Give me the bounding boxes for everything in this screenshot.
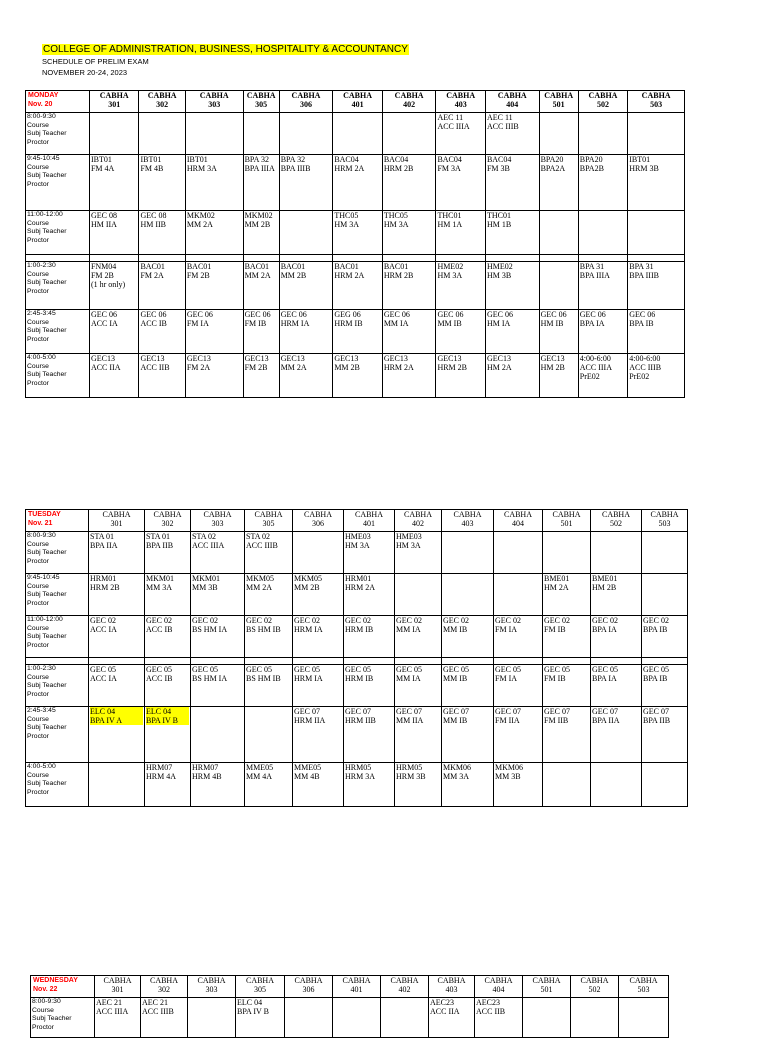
- time-slot-label: 8:00-9:30 Course Subj Teacher Proctor: [26, 113, 90, 155]
- exam-cell: IBT01 FM 4A: [89, 155, 139, 211]
- room-header: CABHA 404: [494, 510, 543, 532]
- time-slot-row: [26, 310, 685, 354]
- header-row: [31, 976, 669, 998]
- room-header: CABHA 403: [436, 91, 486, 113]
- time-slot-row: [26, 763, 688, 807]
- separator-row: [26, 658, 688, 665]
- exam-cell: GEC13 ACC IIB: [139, 354, 185, 398]
- room-header: CABHA 302: [139, 91, 185, 113]
- exam-cell: GEC 06 ACC IA: [89, 310, 139, 354]
- exam-cell: GEC 08 HM IIB: [139, 211, 185, 255]
- exam-cell: [494, 532, 543, 574]
- exam-cell: [442, 532, 494, 574]
- exam-cell: BAC01 HRM 2A: [333, 262, 383, 310]
- room-header: CABHA 502: [591, 510, 642, 532]
- exam-cell: GEC 05 BS HM IA: [191, 665, 245, 707]
- exam-cell: BPA20 BPA2A: [539, 155, 578, 211]
- exam-cell: [543, 763, 591, 807]
- exam-cell: [188, 998, 236, 1038]
- exam-cell: GEC 02 BS HM IB: [245, 616, 293, 658]
- exam-cell: GEC 02 BS HM IA: [191, 616, 245, 658]
- exam-cell: HRM07 HRM 4B: [191, 763, 245, 807]
- exam-cell: GEC13 HRM 2A: [382, 354, 436, 398]
- exam-cell: BME01 HM 2A: [543, 574, 591, 616]
- tuesday-schedule-table: [25, 509, 688, 807]
- exam-cell: BAC01 MM 2A: [243, 262, 279, 310]
- exam-cell: GEC 02 MM IB: [442, 616, 494, 658]
- exam-cell: GEC13 FM 2B: [243, 354, 279, 398]
- room-header: CABHA 401: [333, 976, 381, 998]
- exam-cell: GEC 02 BPA IB: [642, 616, 688, 658]
- exam-cell: GEC13 ACC IIA: [89, 354, 139, 398]
- exam-cell: ELC 04 BPA IV B: [145, 707, 191, 763]
- exam-cell: [523, 998, 571, 1038]
- time-slot-label: 11:00-12:00 Course Subj Teacher Proctor: [26, 616, 89, 658]
- exam-cell: GEC 02 MM IA: [395, 616, 442, 658]
- exam-cell: [245, 707, 293, 763]
- exam-cell: FNM04 FM 2B (1 hr only): [89, 262, 139, 310]
- room-header: CABHA 306: [279, 91, 333, 113]
- exam-cell: GEC 05 FM IB: [543, 665, 591, 707]
- exam-cell: [442, 574, 494, 616]
- exam-cell: GEC 05 FM IA: [494, 665, 543, 707]
- exam-cell: IBT01 HRM 3A: [185, 155, 243, 211]
- time-slot-row: [26, 113, 685, 155]
- exam-cell: MME05 MM 4B: [293, 763, 344, 807]
- exam-cell: GEC13 MM 2B: [333, 354, 383, 398]
- exam-cell: GEC 05 MM IA: [395, 665, 442, 707]
- exam-cell: BAC04 HRM 2B: [382, 155, 436, 211]
- room-header: CABHA 303: [185, 91, 243, 113]
- exam-cell: MME05 MM 4A: [245, 763, 293, 807]
- exam-cell: BPA 32 BPA IIIB: [279, 155, 333, 211]
- page-title: COLLEGE OF ADMINISTRATION, BUSINESS, HOSPITALITY & ACCOUNTANCY: [43, 44, 408, 55]
- exam-cell: AEC23 ACC IIA: [429, 998, 475, 1038]
- exam-cell: GEC 02 HRM IB: [344, 616, 395, 658]
- exam-cell: ELC 04 BPA IV B: [236, 998, 285, 1038]
- exam-cell: GEC 02 FM IB: [543, 616, 591, 658]
- exam-cell: THC05 HM 3A: [382, 211, 436, 255]
- exam-cell: [243, 113, 279, 155]
- room-header: CABHA 404: [485, 91, 539, 113]
- exam-cell: GEC 07 FM IIB: [543, 707, 591, 763]
- room-header: CABHA 501: [543, 510, 591, 532]
- exam-cell: THC01 HM 1A: [436, 211, 486, 255]
- exam-cell: AEC 11 ACC IIIA: [436, 113, 486, 155]
- day-label: TUESDAY Nov. 21: [26, 510, 89, 532]
- time-slot-label: 2:45-3:45 Course Subj Teacher Proctor: [26, 310, 90, 354]
- exam-cell: [381, 998, 429, 1038]
- time-slot-row: [26, 262, 685, 310]
- exam-cell: [642, 763, 688, 807]
- exam-cell: STA 02 ACC IIIA: [191, 532, 245, 574]
- time-slot-label: 1:00-2:30 Course Subj Teacher Proctor: [26, 262, 90, 310]
- time-slot-label: 4:00-5:00 Course Subj Teacher Proctor: [26, 763, 89, 807]
- time-slot-row: [26, 574, 688, 616]
- header-row: [26, 91, 685, 113]
- time-slot-label: 8:00-9:30 Course Subj Teacher Proctor: [31, 998, 95, 1038]
- room-header: CABHA 403: [442, 510, 494, 532]
- exam-cell: GEC13 MM 2A: [279, 354, 333, 398]
- room-header: CABHA 306: [285, 976, 333, 998]
- exam-cell: GEC 06 BPA IA: [578, 310, 628, 354]
- exam-cell: GEC 05 HRM IA: [293, 665, 344, 707]
- exam-cell: [628, 211, 685, 255]
- room-header: CABHA 305: [236, 976, 285, 998]
- time-slot-label: 2:45-3:45 Course Subj Teacher Proctor: [26, 707, 89, 763]
- exam-cell: BPA 31 BPA IIIB: [628, 262, 685, 310]
- exam-cell: STA 01 BPA IIA: [89, 532, 145, 574]
- exam-cell: HRM01 HRM 2B: [89, 574, 145, 616]
- room-header: CABHA 301: [89, 510, 145, 532]
- room-header: CABHA 501: [523, 976, 571, 998]
- exam-cell: MKM05 MM 2A: [245, 574, 293, 616]
- exam-cell: GEC 06 HRM IA: [279, 310, 333, 354]
- room-header: CABHA 502: [571, 976, 619, 998]
- exam-cell: MKM06 MM 3B: [494, 763, 543, 807]
- exam-cell: GEC 06 HM IB: [539, 310, 578, 354]
- room-header: CABHA 402: [395, 510, 442, 532]
- exam-cell: GEC 05 BPA IA: [591, 665, 642, 707]
- exam-cell: BME01 HM 2B: [591, 574, 642, 616]
- page-subtitle: SCHEDULE OF PRELIM EXAM: [42, 57, 149, 66]
- exam-cell: HRM07 HRM 4A: [145, 763, 191, 807]
- time-slot-row: [26, 616, 688, 658]
- exam-cell: [139, 113, 185, 155]
- exam-cell: [285, 998, 333, 1038]
- exam-cell: [333, 113, 383, 155]
- exam-cell: MKM01 MM 3A: [145, 574, 191, 616]
- exam-cell: [571, 998, 619, 1038]
- exam-cell: GEC 07 BPA IIB: [642, 707, 688, 763]
- exam-cell: [543, 532, 591, 574]
- exam-cell: HRM01 HRM 2A: [344, 574, 395, 616]
- room-header: CABHA 503: [642, 510, 688, 532]
- exam-cell: HRM05 HRM 3A: [344, 763, 395, 807]
- exam-cell: GEC 07 HRM IIA: [293, 707, 344, 763]
- exam-cell: MKM06 MM 3A: [442, 763, 494, 807]
- room-header: CABHA 404: [475, 976, 523, 998]
- room-header: CABHA 303: [188, 976, 236, 998]
- time-slot-label: 1:00-2:30 Course Subj Teacher Proctor: [26, 665, 89, 707]
- exam-cell: [293, 532, 344, 574]
- separator-row: [26, 255, 685, 262]
- exam-cell: ELC 04 BPA IV A: [89, 707, 145, 763]
- exam-cell: GEC13 HRM 2B: [436, 354, 486, 398]
- exam-cell: 4:00-6:00 ACC IIIB PrE02: [628, 354, 685, 398]
- exam-cell: AEC 11 ACC IIIB: [485, 113, 539, 155]
- exam-cell: GEC 05 BS HM IB: [245, 665, 293, 707]
- time-slot-row: [26, 532, 688, 574]
- exam-cell: MKM02 MM 2B: [243, 211, 279, 255]
- exam-cell: HRM05 HRM 3B: [395, 763, 442, 807]
- exam-cell: STA 02 ACC IIIB: [245, 532, 293, 574]
- exam-cell: BAC04 FM 3A: [436, 155, 486, 211]
- time-slot-row: [26, 155, 685, 211]
- room-header: CABHA 301: [95, 976, 141, 998]
- exam-cell: [185, 113, 243, 155]
- header-row: [26, 510, 688, 532]
- room-header: CABHA 401: [333, 91, 383, 113]
- exam-cell: IBT01 HRM 3B: [628, 155, 685, 211]
- exam-cell: GEC 05 ACC IA: [89, 665, 145, 707]
- exam-cell: [333, 998, 381, 1038]
- exam-cell: THC05 HM 3A: [333, 211, 383, 255]
- wednesday-schedule-table: [30, 975, 669, 1038]
- exam-cell: BAC01 FM 2B: [185, 262, 243, 310]
- exam-cell: GEC 06 MM IA: [382, 310, 436, 354]
- room-header: CABHA 501: [539, 91, 578, 113]
- exam-cell: [642, 532, 688, 574]
- room-header: CABHA 305: [245, 510, 293, 532]
- exam-cell: IBT01 FM 4B: [139, 155, 185, 211]
- exam-cell: GEC 06 ACC IB: [139, 310, 185, 354]
- exam-cell: MKM01 MM 3B: [191, 574, 245, 616]
- exam-cell: [619, 998, 669, 1038]
- room-header: CABHA 305: [243, 91, 279, 113]
- exam-cell: 4:00-6:00 ACC IIIA PrE02: [578, 354, 628, 398]
- exam-cell: [642, 574, 688, 616]
- exam-cell: THC01 HM 1B: [485, 211, 539, 255]
- exam-cell: [279, 113, 333, 155]
- room-header: CABHA 503: [628, 91, 685, 113]
- exam-cell: [591, 532, 642, 574]
- exam-cell: [591, 763, 642, 807]
- monday-schedule-table: [25, 90, 685, 398]
- exam-cell: [494, 574, 543, 616]
- exam-cell: BAC04 FM 3B: [485, 155, 539, 211]
- exam-cell: [539, 211, 578, 255]
- exam-cell: AEC 21 ACC IIIB: [141, 998, 188, 1038]
- exam-cell: [628, 113, 685, 155]
- exam-cell: [578, 211, 628, 255]
- exam-cell: GEC13 HM 2B: [539, 354, 578, 398]
- exam-cell: HME02 HM 3B: [485, 262, 539, 310]
- exam-cell: BAC01 HRM 2B: [382, 262, 436, 310]
- time-slot-label: 11:00-12:00 Course Subj Teacher Proctor: [26, 211, 90, 255]
- exam-cell: GEC 05 HRM IB: [344, 665, 395, 707]
- exam-cell: GEC13 FM 2A: [185, 354, 243, 398]
- exam-cell: GEC 07 MM IB: [442, 707, 494, 763]
- exam-cell: GEC 06 MM IB: [436, 310, 486, 354]
- exam-cell: MKM05 MM 2B: [293, 574, 344, 616]
- room-header: CABHA 502: [578, 91, 628, 113]
- exam-cell: HME03 HM 3A: [344, 532, 395, 574]
- exam-cell: HME02 HM 3A: [436, 262, 486, 310]
- exam-cell: [89, 763, 145, 807]
- day-label: MONDAY Nov. 20: [26, 91, 90, 113]
- exam-cell: [279, 211, 333, 255]
- room-header: CABHA 403: [429, 976, 475, 998]
- exam-cell: GEC 07 FM IIA: [494, 707, 543, 763]
- exam-cell: AEC 21 ACC IIIA: [95, 998, 141, 1038]
- exam-cell: GEC 02 ACC IA: [89, 616, 145, 658]
- exam-cell: [539, 113, 578, 155]
- day-label: WEDNESDAY Nov. 22: [31, 976, 95, 998]
- exam-cell: [191, 707, 245, 763]
- exam-cell: HME03 HM 3A: [395, 532, 442, 574]
- time-slot-label: 9:45-10:45 Course Subj Teacher Proctor: [26, 155, 90, 211]
- room-header: CABHA 401: [344, 510, 395, 532]
- exam-cell: BAC01 FM 2A: [139, 262, 185, 310]
- exam-cell: GEC 06 FM IA: [185, 310, 243, 354]
- exam-cell: GEC 02 HRM IA: [293, 616, 344, 658]
- exam-cell: GEC 07 BPA IIA: [591, 707, 642, 763]
- time-slot-row: [31, 998, 669, 1038]
- exam-cell: GEC 07 MM IIA: [395, 707, 442, 763]
- exam-cell: [539, 262, 578, 310]
- time-slot-row: [26, 665, 688, 707]
- exam-cell: AEC23 ACC IIB: [475, 998, 523, 1038]
- room-header: CABHA 306: [293, 510, 344, 532]
- exam-cell: GEC 02 BPA IA: [591, 616, 642, 658]
- exam-cell: GEC 05 MM IB: [442, 665, 494, 707]
- exam-cell: BAC01 MM 2B: [279, 262, 333, 310]
- time-slot-label: 4:00-5:00 Course Subj Teacher Proctor: [26, 354, 90, 398]
- time-slot-row: [26, 707, 688, 763]
- exam-cell: GEC 06 BPA IB: [628, 310, 685, 354]
- exam-cell: BPA 32 BPA IIIA: [243, 155, 279, 211]
- exam-cell: GEC 08 HM IIA: [89, 211, 139, 255]
- exam-cell: GEC 06 HM IA: [485, 310, 539, 354]
- room-header: CABHA 301: [89, 91, 139, 113]
- exam-cell: GEC 06 FM IB: [243, 310, 279, 354]
- exam-cell: STA 01 BPA IIB: [145, 532, 191, 574]
- time-slot-row: [26, 211, 685, 255]
- exam-cell: GEC13 HM 2A: [485, 354, 539, 398]
- exam-cell: GEG 06 HRM IB: [333, 310, 383, 354]
- room-header: CABHA 402: [381, 976, 429, 998]
- exam-cell: MKM02 MM 2A: [185, 211, 243, 255]
- room-header: CABHA 303: [191, 510, 245, 532]
- exam-cell: [382, 113, 436, 155]
- exam-dates: NOVEMBER 20-24, 2023: [42, 68, 128, 77]
- exam-cell: [395, 574, 442, 616]
- time-slot-row: [26, 354, 685, 398]
- exam-cell: GEC 07 HRM IIB: [344, 707, 395, 763]
- room-header: CABHA 402: [382, 91, 436, 113]
- room-header: CABHA 302: [145, 510, 191, 532]
- exam-cell: BAC04 HRM 2A: [333, 155, 383, 211]
- exam-cell: GEC 02 FM IA: [494, 616, 543, 658]
- room-header: CABHA 503: [619, 976, 669, 998]
- exam-cell: [89, 113, 139, 155]
- room-header: CABHA 302: [141, 976, 188, 998]
- exam-cell: GEC 05 ACC IB: [145, 665, 191, 707]
- exam-cell: BPA 31 BPA IIIA: [578, 262, 628, 310]
- exam-cell: BPA20 BPA2B: [578, 155, 628, 211]
- exam-cell: GEC 02 ACC IB: [145, 616, 191, 658]
- time-slot-label: 8:00-9:30 Course Subj Teacher Proctor: [26, 532, 89, 574]
- exam-cell: GEC 05 BPA IB: [642, 665, 688, 707]
- exam-cell: [578, 113, 628, 155]
- time-slot-label: 9:45-10:45 Course Subj Teacher Proctor: [26, 574, 89, 616]
